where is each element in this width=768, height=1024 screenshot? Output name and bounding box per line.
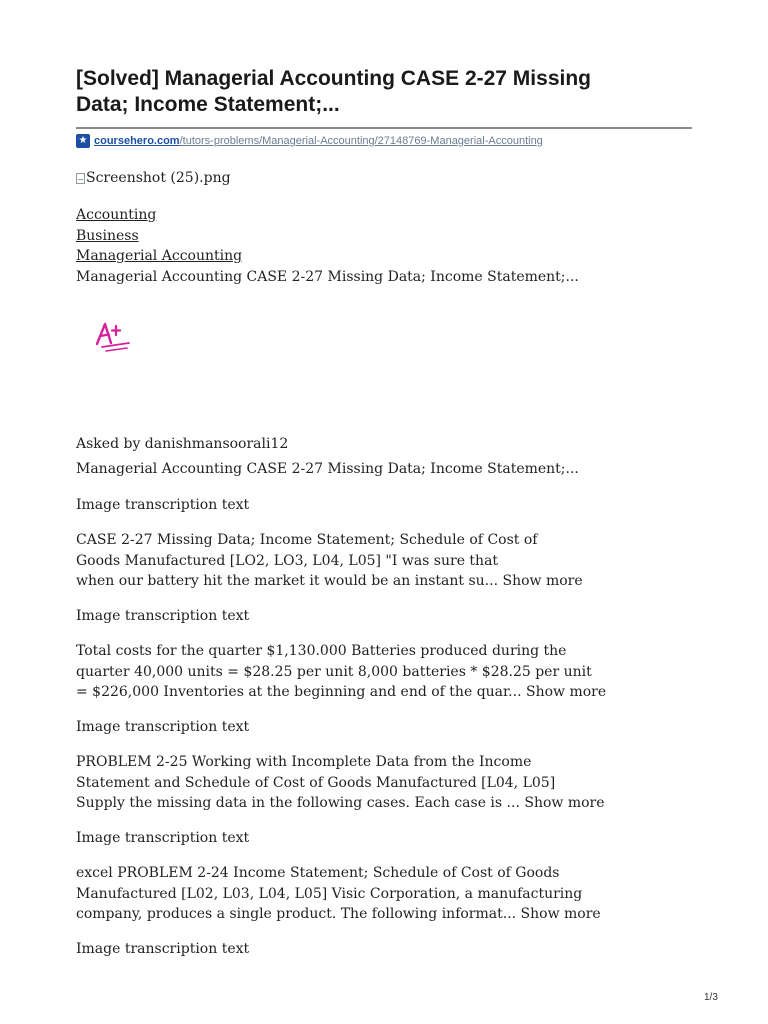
breadcrumb-accounting[interactable]: Accounting: [76, 207, 157, 223]
transcription-line: company, produces a single product. The following informat...: [76, 906, 517, 922]
transcription-line: quarter 40,000 units = $28.25 per unit 8,000 batteries * $28.25 per unit: [76, 663, 592, 680]
title-divider: [76, 127, 692, 129]
transcription-line: Total costs for the quarter $1,130.000 Batteries produced during the: [76, 643, 567, 659]
page-title: [76, 66, 696, 118]
source-domain[interactable]: coursehero.com: [94, 135, 180, 147]
transcription-line: Supply the missing data in the following cases. Each case is ...: [76, 795, 520, 811]
transcription-text: [76, 530, 696, 592]
show-more-link[interactable]: Show more: [520, 906, 601, 922]
source-path[interactable]: /tutors-problems/Managerial-Accounting/27148769-Managerial-Accounting: [179, 135, 543, 147]
transcription-line: Manufactured [L02, L03, L04, L05] Visic Corporation, a manufacturing: [76, 885, 583, 902]
transcription-line: Statement and Schedule of Cost of Goods Manufactured [L04, L05]: [76, 774, 556, 791]
broken-image: [76, 170, 231, 186]
breadcrumb-current: Managerial Accounting CASE 2-27 Missing Data; Income Statement;...: [76, 268, 579, 285]
transcription-label: Image transcription text: [76, 497, 250, 513]
show-more-link[interactable]: Show more: [502, 573, 583, 589]
breadcrumb-managerial-accounting[interactable]: Managerial Accounting: [76, 248, 243, 264]
page-title-line-1: [Solved] Managerial Accounting CASE 2-27 Missing: [76, 67, 591, 90]
transcription-label: Image transcription text: [76, 941, 250, 957]
transcription-line: when our battery hit the market it would be an instant su...: [76, 573, 499, 589]
transcription-text: [76, 752, 696, 814]
transcription-line: Goods Manufactured [LO2, LO3, L04, L05] "I was sure that: [76, 552, 499, 569]
transcription-text: [76, 863, 696, 925]
transcription-line: CASE 2-27 Missing Data; Income Statement; Schedule of Cost of: [76, 532, 538, 548]
page-number: 1/3: [704, 992, 718, 1003]
question-title: Managerial Accounting CASE 2-27 Missing Data; Income Statement;...: [76, 461, 579, 477]
transcription-line: excel PROBLEM 2-24 Income Statement; Schedule of Cost of Goods: [76, 865, 560, 881]
transcription-line: = $226,000 Inventories at the beginning and end of the quar...: [76, 684, 522, 700]
asked-by: Asked by danishmansoorali12: [76, 436, 289, 452]
source-url[interactable]: [94, 133, 543, 149]
a-plus-grade-icon: [94, 316, 134, 354]
transcription-label: Image transcription text: [76, 719, 250, 735]
transcription-line: PROBLEM 2-25 Working with Incomplete Data from the Income: [76, 754, 532, 770]
coursehero-logo-icon: ★: [76, 134, 90, 148]
page-title-line-2: Data; Income Statement;...: [76, 93, 340, 116]
transcription-label: Image transcription text: [76, 608, 250, 624]
breadcrumb-business[interactable]: Business: [76, 227, 139, 244]
transcription-text: [76, 641, 696, 703]
source-link[interactable]: [76, 132, 543, 150]
show-more-link[interactable]: Show more: [524, 795, 605, 811]
image-alt-text: Screenshot (25).png: [86, 170, 231, 186]
transcription-label: Image transcription text: [76, 830, 250, 846]
show-more-link[interactable]: Show more: [525, 684, 607, 700]
broken-image-icon: [76, 173, 85, 184]
